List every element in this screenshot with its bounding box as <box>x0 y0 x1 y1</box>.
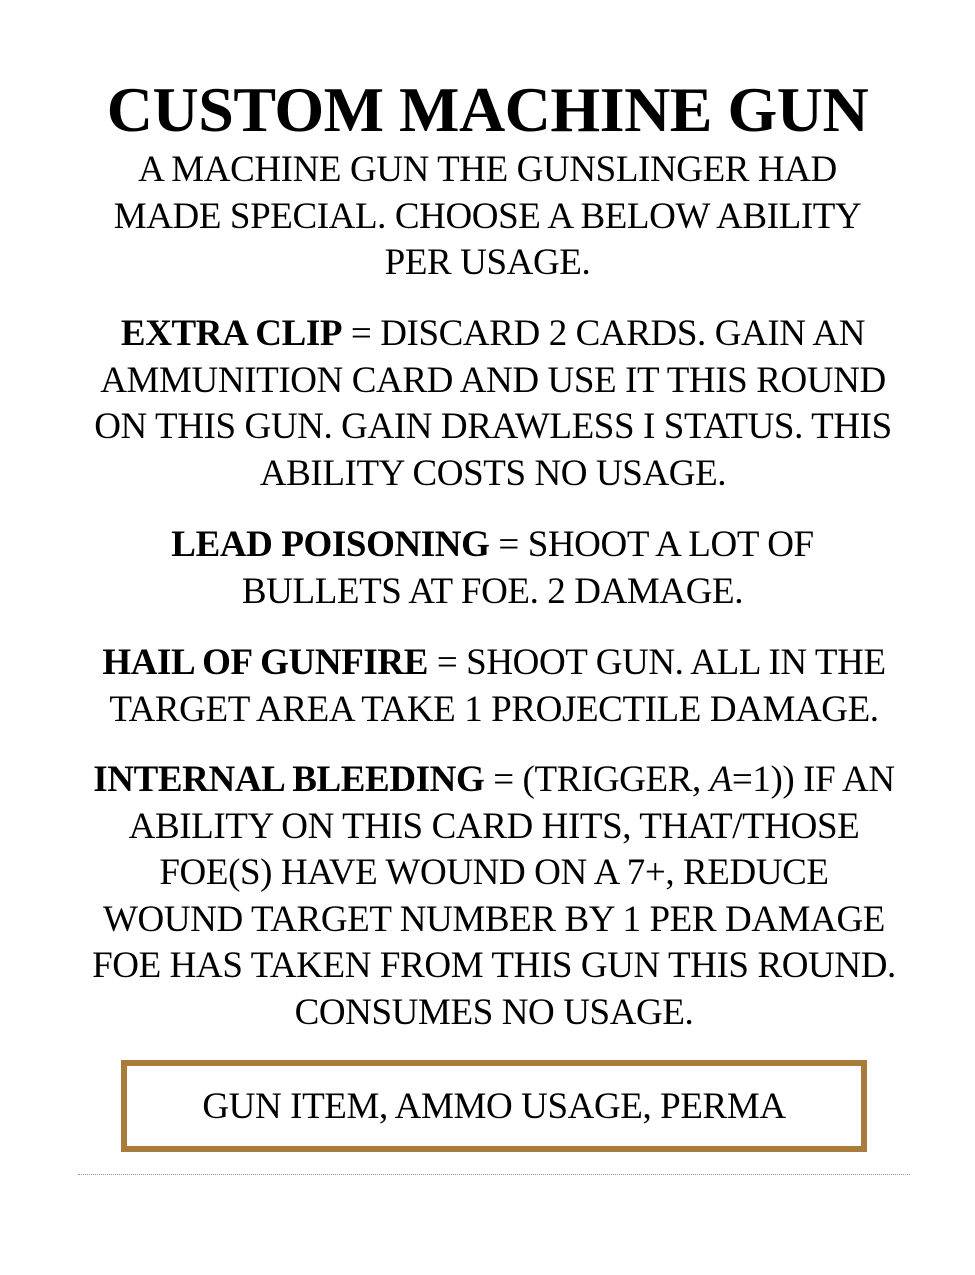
ability-text: SHOOT A LOT OF BULLETS AT FOE. 2 DAMAGE. <box>241 524 814 612</box>
card-tags: GUN ITEM, AMMO USAGE, PERMA <box>202 1085 786 1127</box>
ability-extra-clip <box>88 311 898 497</box>
ability-text-before: (TRIGGER, <box>522 759 710 800</box>
ability-separator: = <box>484 759 523 800</box>
ability-separator: = <box>489 524 528 565</box>
ability-name: HAIL OF GUNFIRE <box>102 642 428 683</box>
ability-name: LEAD POISONING <box>171 524 490 565</box>
ability-text: SHOOT GUN. ALL IN THE TARGET AREA TAKE 1 PROJECTILE DAMAGE. <box>109 642 886 730</box>
ability-italic-symbol: A <box>709 759 732 800</box>
ability-separator: = <box>428 642 467 683</box>
ability-separator: = <box>342 313 381 354</box>
ability-name: EXTRA CLIP <box>120 313 343 354</box>
ability-lead-poisoning <box>130 522 855 615</box>
tags-box <box>121 1060 867 1152</box>
ability-name: INTERNAL BLEEDING <box>93 759 485 800</box>
ability-internal-bleeding <box>88 757 900 1036</box>
card-title: CUSTOM MACHINE GUN <box>106 74 869 145</box>
cut-line-divider <box>78 1174 910 1175</box>
ability-text-after: =1)) IF AN ABILITY ON THIS CARD HITS, THAT/THOSE FOE(S) HAVE WOUND ON A 7+, REDUCE WOUND TARGET NUMBER BY 1 PER DAMAGE FOE HAS TAKEN FROM THIS GUN THIS ROUND. CONSUMES NO USAGE. <box>92 759 896 1033</box>
card-description: A MACHINE GUN THE GUNSLINGER HAD MADE SPECIAL. CHOOSE A BELOW ABILITY PER USAGE. <box>113 149 862 283</box>
ability-text: DISCARD 2 CARDS. GAIN AN AMMUNITION CARD AND USE IT THIS ROUND ON THIS GUN. GAIN DRAWLESS I STATUS. THIS ABILITY COSTS NO USAGE. <box>94 313 892 494</box>
ability-hail-of-gunfire <box>100 640 888 733</box>
